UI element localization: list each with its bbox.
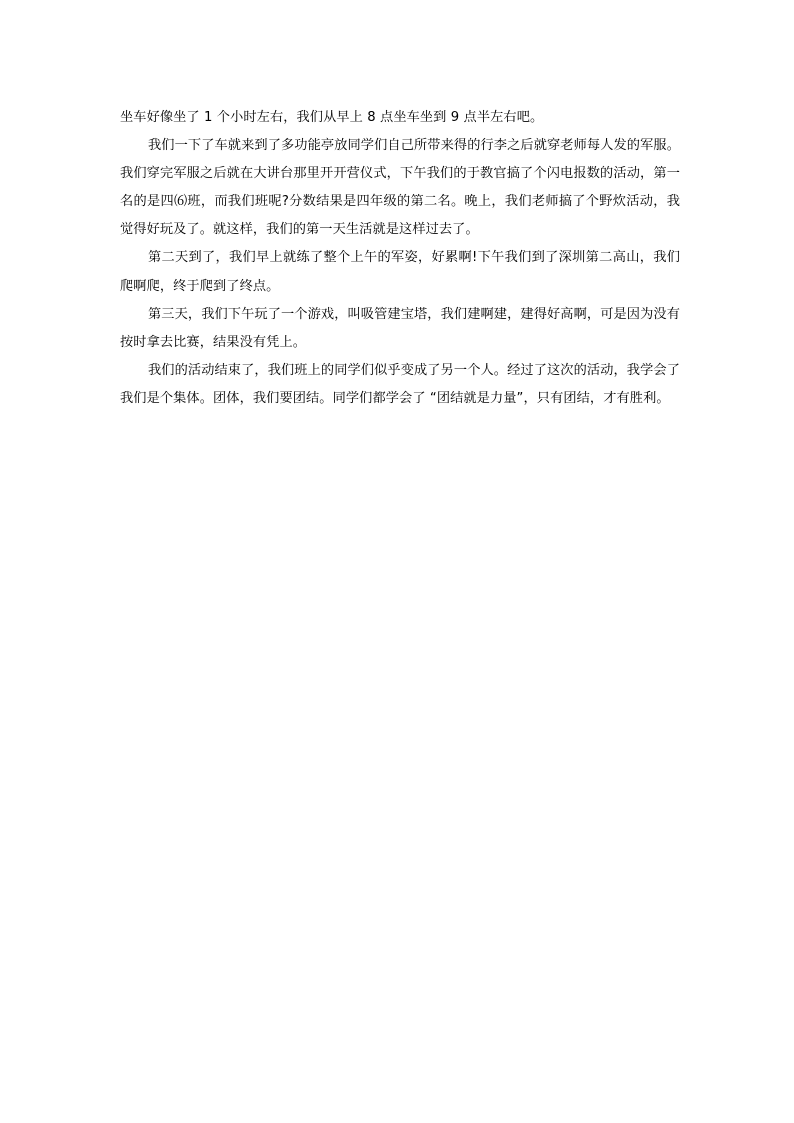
document-body [120,104,680,413]
paragraph-2: 我们一下了车就来到了多功能亭放同学们自己所带来得的行李之后就穿老师每人发的军服。我们穿完军服之后就在大讲台那里开开营仪式，下午我们的于教官搞了个闪电报数的活动，第一名的是四⑹班，而我们班呢?分数结果是四年级的第二名。晚上，我们老师搞了个野炊活动，我觉得好玩及了。就这样，我们的第一天生活就是这样过去了。 [120,138,680,238]
paragraph-4: 第三天，我们下午玩了一个游戏，叫吸管建宝塔，我们建啊建，建得好高啊，可是因为没有按时拿去比赛，结果没有凭上。 [120,306,680,350]
paragraph-3: 第二天到了，我们早上就练了整个上午的军姿，好累啊!下午我们到了深圳第二高山，我们爬啊爬，终于爬到了终点。 [120,250,680,294]
paragraph-5: 我们的活动结束了，我们班上的同学们似乎变成了另一个人。经过了这次的活动，我学会了我们是个集体。团体，我们要团结。同学们都学会了 “团结就是力量”，只有团结，才有胜利。 [120,362,680,406]
paragraph-1: 坐车好像坐了 1 个小时左右，我们从早上 8 点坐车坐到 9 点半左右吧。 [120,110,544,125]
